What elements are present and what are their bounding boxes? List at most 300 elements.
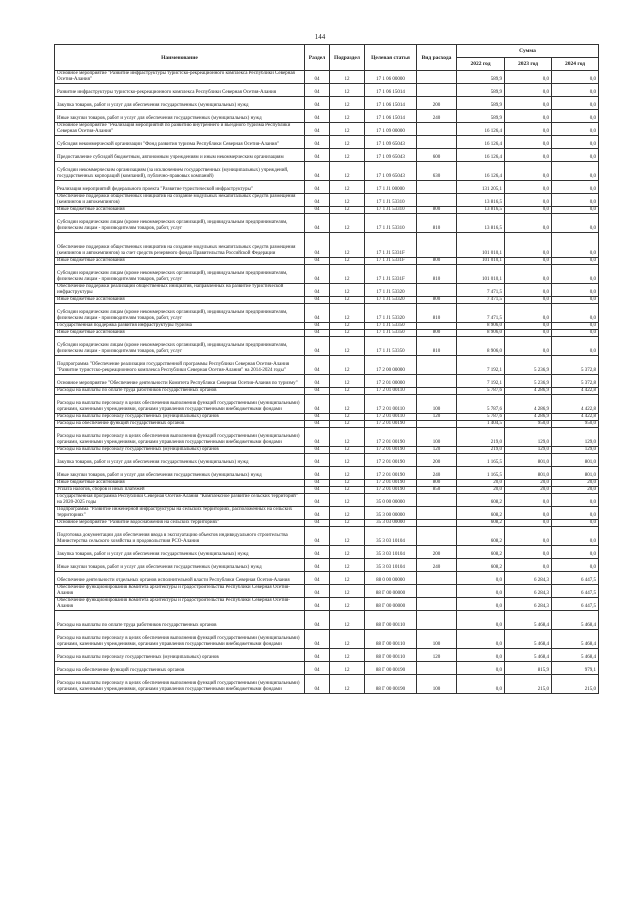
cell-2022: 101 010,1 (457, 265, 505, 284)
cell-section: 04 (305, 258, 330, 265)
cell-2023: 0,0 (505, 559, 552, 572)
cell-name: Расходы на выплаты по оплате труда работников государственных органов (55, 611, 305, 630)
cell-target: 88 Г 00 00000 (365, 598, 417, 611)
table-row (55, 546, 599, 559)
cell-2023: 0,0 (505, 97, 552, 110)
cell-target: 88 Г 00 00110 (365, 611, 417, 630)
cell-name: Расходы на выплаты персоналу в целях обеспечения выполнения функций государственными (муниципальными) органами, казенными учреждениями, органами управления государственными внебюджетными фондами (55, 630, 305, 649)
cell-target: 17 1 06 15014 (365, 97, 417, 110)
cell-expense: 100 (417, 630, 457, 649)
cell-subsection: 12 (330, 675, 365, 694)
cell-name: Закупка товаров, работ и услуг для обеспечения государственных (муниципальных) нужд (55, 454, 305, 467)
cell-target: 35 0 00 00000 (365, 494, 417, 507)
cell-2024: 0,0 (552, 494, 599, 507)
table-row (55, 467, 599, 480)
cell-target: 17 1 J1 53320 (365, 304, 417, 323)
cell-section: 04 (305, 546, 330, 559)
cell-subsection: 12 (330, 337, 365, 356)
cell-2024: 5 468,4 (552, 611, 599, 630)
cell-target: 35 3 03 00000 (365, 520, 417, 527)
cell-2022: 5 787,6 (457, 388, 505, 395)
cell-expense (417, 323, 457, 330)
cell-2024: 0,0 (552, 181, 599, 194)
cell-expense: 120 (417, 649, 457, 662)
cell-section: 04 (305, 337, 330, 356)
cell-2024: 5 468,4 (552, 630, 599, 649)
table-row (55, 214, 599, 233)
cell-subsection: 12 (330, 662, 365, 675)
cell-2023: 6 284,3 (505, 598, 552, 611)
cell-expense (417, 71, 457, 84)
cell-target: 17 1 J1 5331F (365, 265, 417, 284)
cell-section: 04 (305, 675, 330, 694)
cell-2024: 129,0 (552, 428, 599, 447)
cell-section: 04 (305, 649, 330, 662)
cell-2023: 801,0 (505, 454, 552, 467)
cell-2024: 0,0 (552, 546, 599, 559)
table-row (55, 611, 599, 630)
cell-2024: 0,0 (552, 84, 599, 97)
cell-2024: 0,0 (552, 323, 599, 330)
cell-2023: 4 286,9 (505, 388, 552, 395)
cell-expense: 200 (417, 454, 457, 467)
header-2024: 2024 год (552, 58, 599, 71)
cell-name: Обеспечение функционирования Комитета архитектуры и градостроительства Республики Северная Осетия-Алания (55, 585, 305, 598)
cell-section: 04 (305, 97, 330, 110)
table-row (55, 356, 599, 375)
cell-expense (417, 233, 457, 258)
cell-target: 17 2 01 00190 (365, 467, 417, 480)
cell-name: Основное мероприятие "Обеспечение деятельности Комитета Республики Северная Осетия-Алания по туризму" (55, 375, 305, 388)
cell-name: Расходы на выплаты персоналу государственных (муниципальных) органов (55, 414, 305, 421)
cell-section: 04 (305, 447, 330, 454)
cell-name: Обеспечение поддержки общественных инициатив на создание модульных некапитальных средств размещения (кемпингов и автокемпингов) (55, 194, 305, 207)
cell-subsection: 12 (330, 123, 365, 136)
cell-expense: 100 (417, 675, 457, 694)
cell-section: 04 (305, 233, 330, 258)
table-body (55, 71, 599, 694)
cell-expense: 850 (417, 487, 457, 494)
cell-expense: 600 (417, 149, 457, 162)
cell-name: Государственная программа Республики Северная Осетия-Алания "Комплексное развитие сельских территорий" на 2020-2025 годы (55, 494, 305, 507)
cell-section: 04 (305, 527, 330, 546)
cell-name: Реализация мероприятий федерального проекта "Развитие туристической инфраструктуры" (55, 181, 305, 194)
cell-subsection: 12 (330, 395, 365, 414)
cell-section: 04 (305, 84, 330, 97)
cell-section: 04 (305, 611, 330, 630)
cell-subsection: 12 (330, 136, 365, 149)
cell-2022: 608,2 (457, 520, 505, 527)
table-row (55, 265, 599, 284)
table-row (55, 284, 599, 297)
cell-expense: 800 (417, 297, 457, 304)
cell-2022: 8 906,0 (457, 337, 505, 356)
table-row (55, 136, 599, 149)
cell-name: Иные бюджетные ассигнования (55, 258, 305, 265)
cell-name: Подготовка документации для обеспечения ввода в эксплуатацию объектов индивидуального строительства Министерства сельского хозяйства и продовольствия РСО-Алания (55, 527, 305, 546)
cell-target: 17 1 J1 53310 (365, 214, 417, 233)
cell-2024: 801,0 (552, 467, 599, 480)
cell-subsection: 12 (330, 649, 365, 662)
cell-name: Предоставление субсидий бюджетным, автономным учреждениям и иным некоммерческим организациям (55, 149, 305, 162)
cell-expense (417, 284, 457, 297)
cell-expense (417, 123, 457, 136)
cell-target: 17 1 J1 53310 (365, 194, 417, 207)
cell-2024: 0,0 (552, 207, 599, 214)
cell-2022: 101 010,1 (457, 233, 505, 258)
table-row (55, 527, 599, 546)
cell-2022: 8 906,0 (457, 323, 505, 330)
cell-2022: 608,2 (457, 527, 505, 546)
cell-name: Обеспечение поддержки реализации общественных инициатив, направленных на развитие туристической инфраструктуры (55, 284, 305, 297)
cell-name: Основное мероприятие "Развитие инфраструктуры туристско-рекреационного комплекса Республики Северная Осетия-Алания" (55, 71, 305, 84)
cell-2023: 0,0 (505, 297, 552, 304)
cell-name: Иные закупки товаров, работ и услуг для обеспечения государственных (муниципальных) нужд (55, 110, 305, 123)
cell-2022: 0,0 (457, 630, 505, 649)
cell-section: 04 (305, 395, 330, 414)
cell-section: 04 (305, 181, 330, 194)
cell-subsection: 12 (330, 611, 365, 630)
cell-2022: 7 192,1 (457, 375, 505, 388)
cell-2024: 0,0 (552, 123, 599, 136)
cell-name: Расходы на выплаты по оплате труда работников государственных органов (55, 388, 305, 395)
cell-subsection: 12 (330, 284, 365, 297)
cell-subsection: 12 (330, 494, 365, 507)
cell-2023: 0,0 (505, 194, 552, 207)
cell-target: 17 1 09 65043 (365, 149, 417, 162)
cell-section: 04 (305, 194, 330, 207)
cell-2022: 0,0 (457, 611, 505, 630)
cell-2024: 6 447,5 (552, 598, 599, 611)
cell-section: 04 (305, 487, 330, 494)
cell-2023: 801,0 (505, 467, 552, 480)
cell-2024: 215,0 (552, 675, 599, 694)
cell-2022: 0,0 (457, 649, 505, 662)
cell-2022: 13 816,5 (457, 194, 505, 207)
cell-2024: 0,0 (552, 194, 599, 207)
table-row (55, 428, 599, 447)
cell-expense: 800 (417, 258, 457, 265)
cell-target: 35 3 03 10104 (365, 546, 417, 559)
cell-expense (417, 375, 457, 388)
cell-target: 88 0 00 00000 (365, 572, 417, 585)
cell-subsection: 12 (330, 194, 365, 207)
table-row (55, 388, 599, 395)
cell-target: 17 2 01 00190 (365, 428, 417, 447)
cell-section: 04 (305, 572, 330, 585)
cell-name: Расходы на обеспечение функций государственных органов (55, 662, 305, 675)
cell-2023: 0,0 (505, 181, 552, 194)
cell-name: Субсидии юридическим лицам (кроме некоммерческих организаций), индивидуальным предпринимателям, физическим лицам - производителям товаров, работ, услуг (55, 214, 305, 233)
cell-subsection: 12 (330, 97, 365, 110)
cell-section: 04 (305, 123, 330, 136)
cell-section: 04 (305, 71, 330, 84)
cell-target: 17 2 01 00190 (365, 447, 417, 454)
cell-2024: 0,0 (552, 97, 599, 110)
cell-section: 04 (305, 507, 330, 520)
cell-2023: 215,0 (505, 675, 552, 694)
cell-target: 17 1 J1 00000 (365, 181, 417, 194)
cell-2023: 815,9 (505, 662, 552, 675)
cell-expense (417, 585, 457, 598)
cell-subsection: 12 (330, 330, 365, 337)
table-row (55, 447, 599, 454)
header-expense: Вид расхода (417, 45, 457, 71)
cell-2022: 16 126,4 (457, 123, 505, 136)
cell-2024: 0,0 (552, 162, 599, 181)
cell-2024: 0,0 (552, 214, 599, 233)
cell-2023: 6 284,3 (505, 585, 552, 598)
cell-2022: 608,2 (457, 559, 505, 572)
cell-2022: 0,0 (457, 662, 505, 675)
cell-subsection: 12 (330, 297, 365, 304)
table-row (55, 487, 599, 494)
cell-target: 17 1 J1 5331F (365, 233, 417, 258)
cell-2024: 0,0 (552, 527, 599, 546)
table-row (55, 395, 599, 414)
header-subsection: Подраздел (330, 45, 365, 71)
cell-name: Субсидии юридическим лицам (кроме некоммерческих организаций), индивидуальным предпринимателям, физическим лицам - производителям товаров, работ, услуг (55, 265, 305, 284)
cell-2022: 0,0 (457, 585, 505, 598)
cell-target: 17 1 J1 53320 (365, 284, 417, 297)
cell-2022: 7 471,5 (457, 304, 505, 323)
cell-section: 04 (305, 598, 330, 611)
cell-expense (417, 572, 457, 585)
cell-target: 88 Г 00 00190 (365, 662, 417, 675)
cell-target: 17 2 01 00190 (365, 487, 417, 494)
cell-section: 04 (305, 494, 330, 507)
cell-name: Расходы на выплаты персоналу в целях обеспечения выполнения функций государственными (муниципальными) органами, казенными учреждениями, органами управления государственными внебюджетными фондами (55, 428, 305, 447)
cell-subsection: 12 (330, 447, 365, 454)
cell-2024: 6 447,5 (552, 572, 599, 585)
table-row (55, 162, 599, 181)
cell-2024: 0,0 (552, 297, 599, 304)
cell-subsection: 12 (330, 323, 365, 330)
cell-2023: 0,0 (505, 258, 552, 265)
cell-subsection: 12 (330, 572, 365, 585)
header-section: Раздел (305, 45, 330, 71)
cell-2024: 0,0 (552, 233, 599, 258)
cell-section: 04 (305, 323, 330, 330)
cell-section: 04 (305, 110, 330, 123)
table-row (55, 375, 599, 388)
cell-2024: 6 447,5 (552, 585, 599, 598)
cell-2022: 13 816,5 (457, 214, 505, 233)
table-row (55, 585, 599, 598)
cell-section: 04 (305, 149, 330, 162)
cell-2023: 0,0 (505, 123, 552, 136)
cell-subsection: 12 (330, 388, 365, 395)
cell-2022: 589,9 (457, 110, 505, 123)
cell-2023: 5 468,4 (505, 630, 552, 649)
cell-2023: 0,0 (505, 233, 552, 258)
table-row (55, 84, 599, 97)
cell-name: Уплата налогов, сборов и иных платежей (55, 487, 305, 494)
cell-section: 04 (305, 467, 330, 480)
cell-2023: 5 236,9 (505, 356, 552, 375)
cell-2022: 16 126,4 (457, 136, 505, 149)
header-sum: Сумма (457, 45, 599, 58)
cell-subsection: 12 (330, 233, 365, 258)
cell-expense (417, 662, 457, 675)
cell-section: 04 (305, 662, 330, 675)
cell-2023: 0,0 (505, 520, 552, 527)
cell-name: Расходы на выплаты персоналу государственных (муниципальных) органов (55, 649, 305, 662)
cell-expense: 100 (417, 395, 457, 414)
cell-2024: 0,0 (552, 559, 599, 572)
cell-2024: 4 422,8 (552, 395, 599, 414)
table-row (55, 304, 599, 323)
cell-name: Государственная поддержка развития инфраструктуры туризма (55, 323, 305, 330)
cell-2022: 16 126,4 (457, 162, 505, 181)
cell-subsection: 12 (330, 559, 365, 572)
page-number: 144 (314, 33, 326, 41)
table-row (55, 97, 599, 110)
cell-name: Субсидии юридическим лицам (кроме некоммерческих организаций), индивидуальным предпринимателям, физическим лицам - производителям товаров, работ, услуг (55, 304, 305, 323)
cell-subsection: 12 (330, 207, 365, 214)
cell-2022: 608,2 (457, 546, 505, 559)
cell-2023: 4 286,9 (505, 414, 552, 421)
cell-2023: 0,0 (505, 207, 552, 214)
cell-expense (417, 194, 457, 207)
header-2022: 2022 год (457, 58, 505, 71)
cell-target: 35 3 03 10104 (365, 559, 417, 572)
cell-expense (417, 507, 457, 520)
cell-2022: 20,0 (457, 487, 505, 494)
cell-subsection: 12 (330, 507, 365, 520)
table-header (55, 45, 599, 71)
cell-subsection: 12 (330, 585, 365, 598)
cell-section: 04 (305, 428, 330, 447)
cell-2022: 0,0 (457, 598, 505, 611)
cell-section: 04 (305, 585, 330, 598)
cell-2023: 5 236,9 (505, 375, 552, 388)
cell-section: 04 (305, 284, 330, 297)
cell-2023: 0,0 (505, 284, 552, 297)
cell-subsection: 12 (330, 467, 365, 480)
cell-name: Закупка товаров, работ и услуг для обеспечения государственных (муниципальных) нужд (55, 546, 305, 559)
cell-subsection: 12 (330, 527, 365, 546)
cell-2023: 0,0 (505, 84, 552, 97)
cell-2023: 20,0 (505, 487, 552, 494)
cell-section: 04 (305, 375, 330, 388)
cell-section: 04 (305, 414, 330, 421)
cell-expense (417, 598, 457, 611)
cell-subsection: 12 (330, 428, 365, 447)
table-row (55, 675, 599, 694)
cell-2024: 4 422,8 (552, 388, 599, 395)
cell-expense: 240 (417, 467, 457, 480)
cell-expense (417, 527, 457, 546)
cell-expense: 240 (417, 110, 457, 123)
header-name: Наименование (55, 45, 305, 71)
cell-2024: 4 422,8 (552, 414, 599, 421)
cell-name: Субсидии некоммерческим организациям (за исключением государственных (муниципальных) учреждений, государственных корпораций (компаний), публично-правовых компаний) (55, 162, 305, 181)
table-row (55, 337, 599, 356)
cell-expense: 810 (417, 337, 457, 356)
cell-2023: 950,0 (505, 421, 552, 428)
cell-name: Расходы на выплаты персоналу государственных (муниципальных) органов (55, 447, 305, 454)
cell-name: Закупка товаров, работ и услуг для обеспечения государственных (муниципальных) нужд (55, 97, 305, 110)
cell-2022: 219,0 (457, 447, 505, 454)
cell-section: 04 (305, 265, 330, 284)
cell-expense (417, 84, 457, 97)
cell-name: Основное мероприятие "Развитие водоснабжения на сельских территориях" (55, 520, 305, 527)
cell-2024: 0,0 (552, 265, 599, 284)
cell-2023: 6 284,3 (505, 572, 552, 585)
cell-2022: 20,0 (457, 480, 505, 487)
cell-expense: 800 (417, 330, 457, 337)
cell-target: 88 Г 00 00110 (365, 649, 417, 662)
cell-target: 35 3 00 00000 (365, 507, 417, 520)
table-row (55, 207, 599, 214)
cell-target: 17 1 09 65043 (365, 162, 417, 181)
table-row (55, 71, 599, 84)
cell-subsection: 12 (330, 110, 365, 123)
cell-name: Субсидии юридическим лицам (кроме некоммерческих организаций), индивидуальным предпринимателям, физическим лицам - производителям товаров, работ, услуг (55, 337, 305, 356)
cell-2024: 129,0 (552, 447, 599, 454)
cell-name: Обеспечение поддержки общественных инициатив на создание модульных некапитальных средств размещения (кемпингов и автокемпингов) за счет средств резервного фонда Правительства Российской Федерации (55, 233, 305, 258)
cell-2024: 979,1 (552, 662, 599, 675)
cell-2023: 0,0 (505, 149, 552, 162)
cell-2024: 0,0 (552, 337, 599, 356)
cell-2022: 131 205,1 (457, 181, 505, 194)
cell-name: Иные бюджетные ассигнования (55, 330, 305, 337)
cell-subsection: 12 (330, 162, 365, 181)
cell-target: 17 2 01 00000 (365, 375, 417, 388)
cell-subsection: 12 (330, 546, 365, 559)
cell-target: 17 2 01 00190 (365, 454, 417, 467)
cell-section: 04 (305, 330, 330, 337)
cell-2022: 101 010,1 (457, 258, 505, 265)
cell-target: 17 1 J1 53350 (365, 330, 417, 337)
table-row (55, 123, 599, 136)
cell-subsection: 12 (330, 356, 365, 375)
cell-2023: 0,0 (505, 71, 552, 84)
cell-2024: 0,0 (552, 304, 599, 323)
cell-2022: 13 816,5 (457, 207, 505, 214)
cell-section: 04 (305, 297, 330, 304)
cell-2024: 0,0 (552, 507, 599, 520)
cell-expense (417, 388, 457, 395)
cell-expense: 120 (417, 414, 457, 421)
cell-2024: 20,0 (552, 480, 599, 487)
cell-name: Подпрограмма "Обеспечение реализации государственной программы Республики Северная Осетия-Алания "Развитие туристско-рекреационного комплекса Республики Северная Осетия-Алания" на 2014-2024 годы" (55, 356, 305, 375)
cell-2023: 129,0 (505, 428, 552, 447)
cell-section: 04 (305, 356, 330, 375)
cell-expense (417, 494, 457, 507)
table-row (55, 480, 599, 487)
cell-2022: 5 787,6 (457, 414, 505, 421)
cell-target: 17 2 01 00190 (365, 421, 417, 428)
cell-section: 04 (305, 214, 330, 233)
cell-name: Субсидия некоммерческой организации "Фонд развития туризма Республики Северная Осетия-Алания" (55, 136, 305, 149)
cell-expense (417, 421, 457, 428)
table-row (55, 454, 599, 467)
table-row (55, 630, 599, 649)
cell-2022: 5 787,6 (457, 395, 505, 414)
cell-target: 17 1 J1 53350 (365, 323, 417, 330)
cell-subsection: 12 (330, 520, 365, 527)
cell-target: 88 Г 00 00110 (365, 630, 417, 649)
header-target: Целевая статья (365, 45, 417, 71)
cell-expense: 810 (417, 304, 457, 323)
cell-expense: 800 (417, 207, 457, 214)
cell-name: Расходы на обеспечение функций государственных органов (55, 421, 305, 428)
cell-target: 35 3 03 10104 (365, 527, 417, 546)
cell-name: Основное мероприятие "Реализация мероприятий по развитию внутреннего и въездного туризма Республики Северная Осетия-Алания" (55, 123, 305, 136)
cell-name: Иные закупки товаров, работ и услуг для обеспечения государственных (муниципальных) нужд (55, 467, 305, 480)
